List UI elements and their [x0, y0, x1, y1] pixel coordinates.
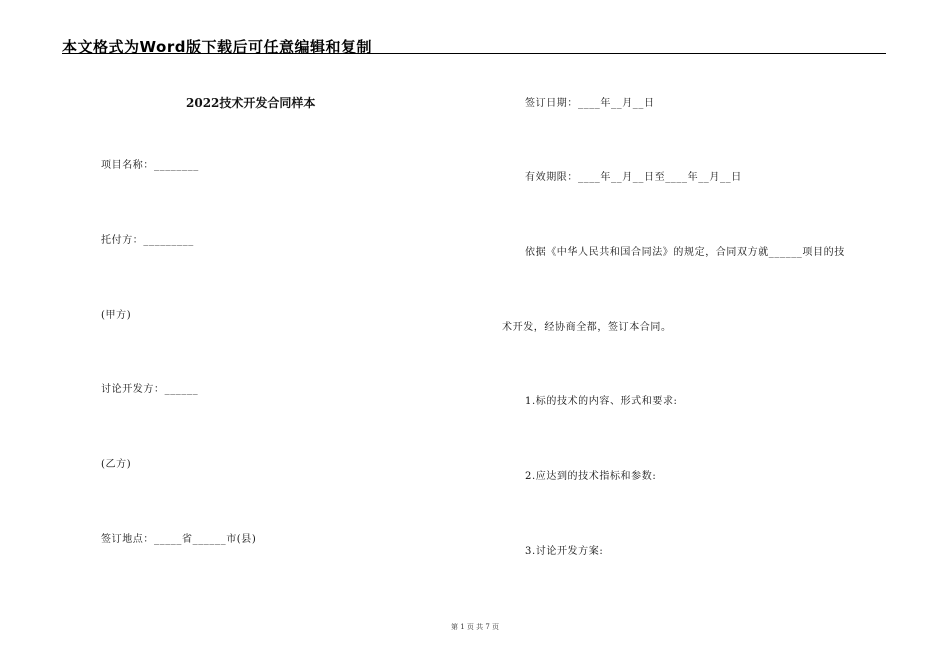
preamble-paragraph: 依据《中华人民共和国合同法》的规定，合同双方就______项目的技 [525, 247, 845, 258]
client-party-line: 托付方：_________ [101, 235, 194, 246]
developer-party-line: 讨论开发方：______ [101, 384, 199, 395]
document-header: 本文格式为Word版下载后可任意编辑和复制 [62, 38, 372, 56]
page-number: 第 1 页 共 7 页 [450, 623, 500, 631]
clause-3-heading: 3.讨论开发方案: [525, 546, 604, 557]
header-divider [62, 53, 886, 54]
preamble-continuation: 术开发，经协商全都，签订本合同。 [502, 322, 672, 333]
document-title: 2022技术开发合同样本 [186, 96, 316, 110]
project-name-line: 项目名称：________ [101, 160, 199, 171]
clause-2-heading: 2.应达到的技术指标和参数: [525, 471, 657, 482]
signing-location-line: 签订地点：_____省______市(县) [101, 534, 257, 545]
clause-1-heading: 1.标的技术的内容、形式和要求: [525, 396, 678, 407]
signing-date-line: 签订日期：____年__月__日 [525, 98, 655, 109]
party-b-label: (乙方) [101, 459, 132, 470]
party-a-label: (甲方) [101, 310, 132, 321]
validity-period-line: 有效期限：____年__月__日至____年__月__日 [525, 172, 742, 183]
